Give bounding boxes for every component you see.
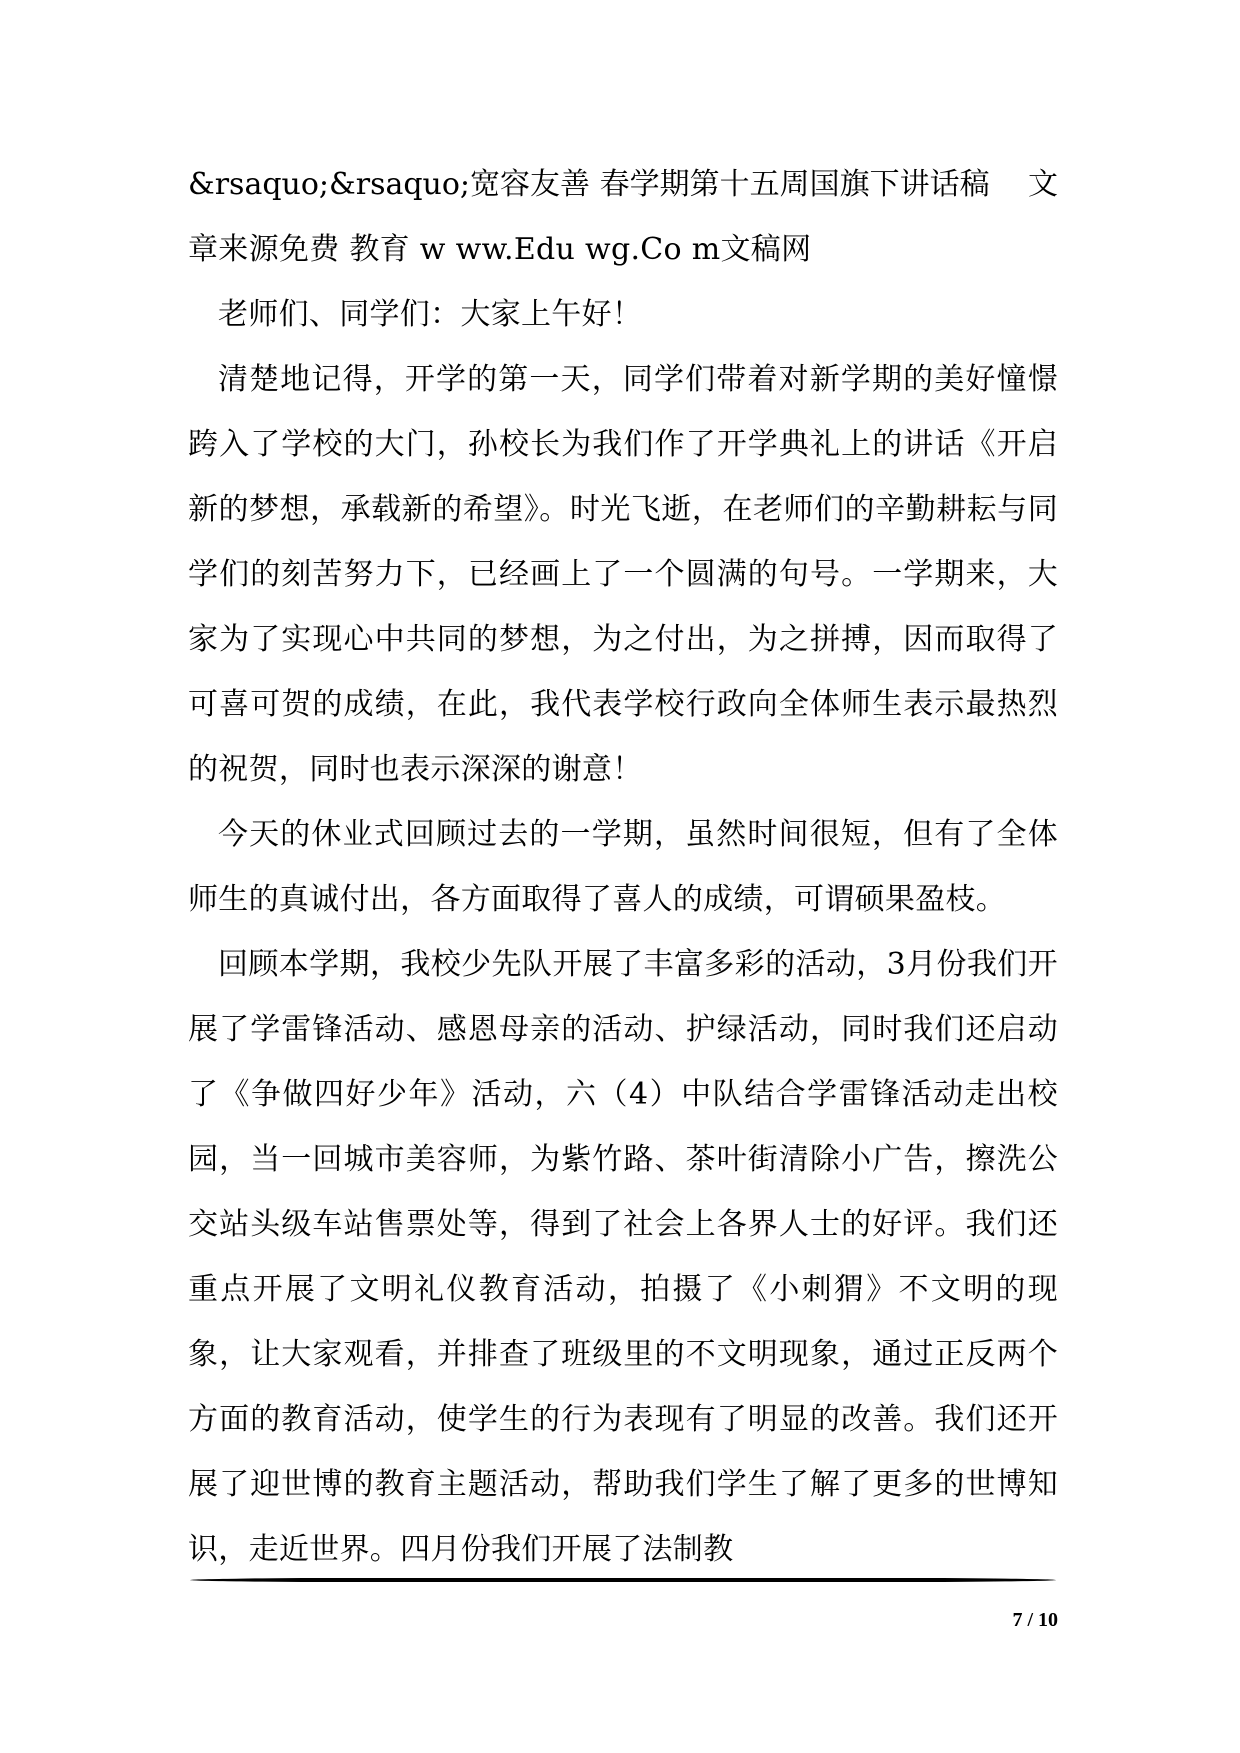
page-number: 7 / 10 bbox=[1012, 1609, 1058, 1631]
paragraph: 回顾本学期，我校少先队开展了丰富多彩的活动，3月份我们开展了学雷锋活动、感恩母亲的活动、护绿活动，同时我们还启动了《争做四好少年》活动，六（4）中队结合学雷锋活动走出校园，当一回城市美容师，为紫竹路、茶叶街清除小广告，擦洗公交站头级车站售票处等，得到了社会上各界人士的好评。我们还重点开展了文明礼仪教育活动，拍摄了《小刺猬》不文明的现象，让大家观看，并排查了班级里的不文明现象，通过正反两个方面的教育活动，使学生的行为表现有了明显的改善。我们还开展了迎世博的教育主题活动，帮助我们学生了解了更多的世博知识，走近世界。四月份我们开展了法制教 bbox=[188, 947, 1058, 1567]
document-body bbox=[188, 152, 1058, 1582]
document-title: &rsaquo;&rsaquo;宽容友善 春学期第十五周国旗下讲话稿 bbox=[188, 167, 990, 202]
paragraph: 今天的休业式回顾过去的一学期，虽然时间很短，但有了全体师生的真诚付出，各方面取得了喜人的成绩，可谓硕果盈枝。 bbox=[188, 817, 1058, 917]
greeting: 老师们、同学们：大家上午好！ bbox=[218, 297, 643, 332]
title-trailing-char: 文 bbox=[1028, 167, 1058, 202]
footer-divider bbox=[190, 1577, 1056, 1583]
title-line bbox=[188, 152, 1058, 217]
source-line: 章来源免费 教育 w ww.Edu wg.Co m文稿网 bbox=[188, 232, 812, 267]
paragraph: 清楚地记得，开学的第一天，同学们带着对新学期的美好憧憬跨入了学校的大门，孙校长为我们作了开学典礼上的讲话《开启新的梦想，承载新的希望》。时光飞逝，在老师们的辛勤耕耘与同学们的刻苦努力下，已经画上了一个圆满的句号。一学期来，大家为了实现心中共同的梦想，为之付出，为之拼搏，因而取得了可喜可贺的成绩，在此，我代表学校行政向全体师生表示最热烈的祝贺，同时也表示深深的谢意！ bbox=[188, 362, 1058, 787]
